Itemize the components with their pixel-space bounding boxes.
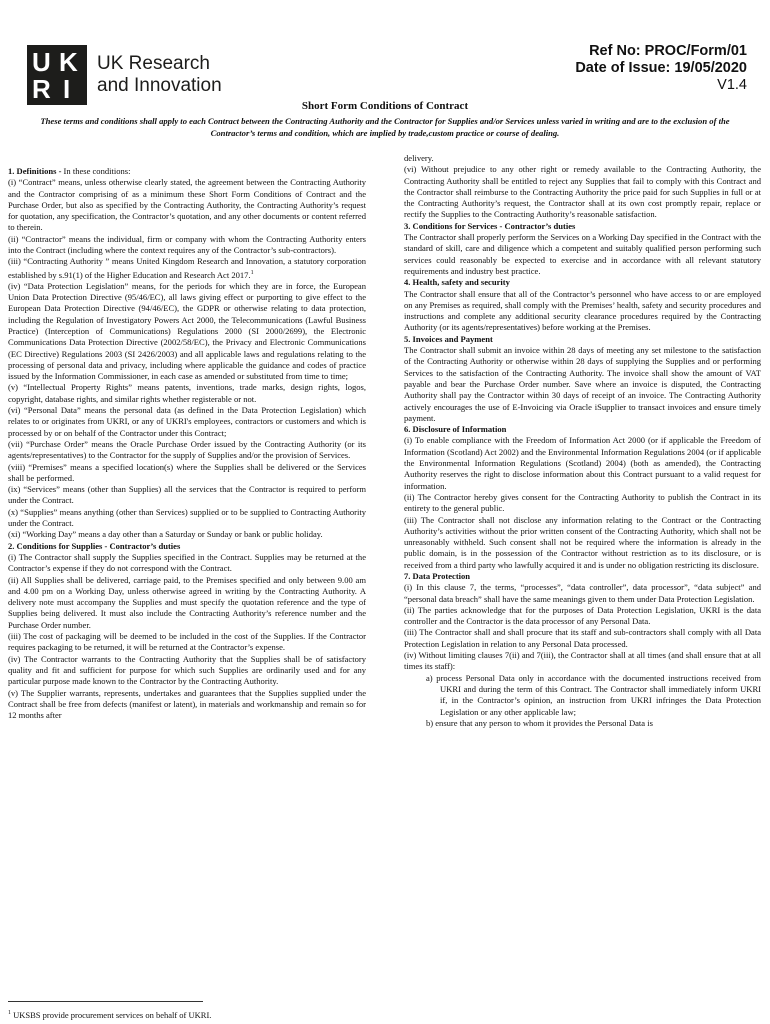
clause-text: (iii) The Contractor shall and shall procure that its staff and sub-contractors shall comply with all Data Protection Legislation in relation to any Personal Data processed. [404, 627, 761, 649]
clause-text: (ix) “Services” means (other than Supplies) all the services that the Contractor is required to perform under the Contract. [8, 484, 366, 506]
clause-text: (ii) The parties acknowledge that for the purposes of Data Protection Legislation, UKRI is the data controller and the Contractor is the data processor of any Personal Data. [404, 604, 761, 627]
clause-paragraph [8, 405, 366, 439]
clause-text: The Contractor shall submit an invoice within 28 days of meeting any set milestone to the satisfaction of the Contracting Authority or otherwise within 28 days of supplying the Supplies and or performing Services to the satisfaction of the Contracting Authority. The invoice shall show the amount of VAT payable and bear the Purchase Order number. Save where an invoice is disputed, the Contracting Authority shall pay the Contractor within 30 days of receipt of an invoice. The Contracting Authority actively encourages the use of E-Invoicing via Oracle iSupplier to transact invoices and ensure timely payment. [404, 345, 761, 423]
clause-paragraph [404, 492, 761, 515]
left-column [8, 166, 366, 721]
clause-paragraph [404, 673, 761, 718]
clause-paragraph [8, 529, 366, 540]
clause-paragraph [404, 515, 761, 571]
clause-text: (iv) “Data Protection Legislation” means, for the periods for which they are in force, the European Union Data Protection Directive (95/46/EC), all laws giving effect or purporting to give effect to the European Data Protection Directive (94/46/EC), the GDPR or otherwise relating to data protection, including the Regulation of Investigatory Powers Act 2000, the Telecommunications (Lawful Business Practice) (Interception of Communications) Regulations 2000 (SI 2000/2699), the Electronic Communications Data Protection Directive (2002/58/EC), the Privacy and Electronic Communications (EC Directive) Regulations 2003 (SI 2426/2003) and all applicable laws and regulations relating to the processing of personal data and privacy, including where applicable the guidance and codes of practice issued by the Information Commissioner, in each case as amended or substituted from time to time; [8, 280, 366, 382]
clause-paragraph [8, 166, 366, 177]
footnote-reference: 1 [250, 269, 254, 276]
logo-line-2: and Innovation [97, 75, 222, 96]
clause-text: a) process Personal Data only in accordance with the documented instructions received from UKRI and during the term of this Contract. The Contractor shall immediately inform UKRI if, in the Contractor’s opinion, an instruction from UKRI infringes the Data Protection Legislation or any other applicable law; [426, 672, 761, 717]
clause-heading: 4. Health, safety and security [404, 277, 510, 288]
clause-text: (i) To enable compliance with the Freedom of Information Act 2000 (or if applicable the Freedom of Information (Scotland) Act 2002) and the Environmental Information Regulations 2004 (or if applicable the Environmental Information Regulations (Scotland) 2004) (both as amended), the Contracting Authority reserves the right to disclose information about this Contract pursuant to a valid request for information. [404, 435, 761, 491]
clause-heading: 5. Invoices and Payment [404, 333, 493, 344]
clause-paragraph [8, 234, 366, 257]
clause-text: b) ensure that any person to whom it provides the Personal Data is [426, 717, 653, 728]
section-heading [404, 571, 761, 582]
clause-text: (vi) Without prejudice to any other right or remedy available to the Contracting Authority, the Contracting Authority shall be entitled to reject any Supplies that fail to comply with this Contract and the Contractor shall reimburse to the Contracting Authority the price paid for such Supplies in full or at the Contracting Authority’s request, the Contractor shall at its own cost promptly repair, replace or rectify the Supplies to the Contracting Authority’s reasonable satisfaction. [404, 164, 761, 220]
clause-text: (v) “Intellectual Property Rights” means patents, inventions, trade marks, design rights, logos, copyright, database rights, and similar rights whether registerable or not. [8, 382, 366, 404]
clause-text: (iii) “Contracting Authority ” means United Kingdom Research and Innovation, a statutory corporation established by s.91(1) of the Higher Education and Research Act 2017. [8, 256, 366, 280]
clause-heading: 3. Conditions for Services - Contractor’s duties [404, 220, 576, 231]
clause-paragraph [404, 582, 761, 605]
clause-paragraph [404, 289, 761, 334]
footnote-divider [8, 1001, 203, 1002]
clause-paragraph [404, 605, 761, 628]
clause-text: In these conditions: [61, 166, 131, 176]
clause-paragraph [404, 164, 761, 220]
clause-paragraph [404, 650, 761, 673]
clause-text: (i) “Contract” means, unless otherwise clearly stated, the agreement between the Contracting Authority and the Contractor comprising of as a minimum these Short Form Conditions of Contract and the Purchase Order, but also as specified by the Contracting Authority, the Contracting Authority’s request for quotation, any specification, the Contractor’s quotation, and any other documents or content referred to therein. [8, 177, 366, 233]
clause-heading: 1. Definitions - [8, 166, 62, 176]
clause-text: (i) In this clause 7, the terms, “processes”, “data controller”, data processor”, “data subject” and “personal data breach” shall have the same meanings given to them under Data Protection Legislation. [404, 582, 761, 604]
clause-text: The Contractor shall properly perform the Services on a Working Day specified in the Contract with the standard of skill, care and diligence which a competent and suitably qualified person performing such services could reasonably be expected to exercise and in accordance with all relevant statutory requirements and industry best practice. [404, 232, 761, 276]
clause-paragraph [404, 627, 761, 650]
ukri-logo [27, 45, 222, 105]
clause-text: (ii) All Supplies shall be delivered, carriage paid, to the Premises specified and only between 9.00 am and 4.00 pm on a Working Day, unless otherwise agreed in writing by the Contracting Authority. A delivery note must accompany the Supplies and must specify the quotation reference and the type of Supplies being delivered. It must also include the Contracting Authority’s reference number and the Purchase Order number. [8, 574, 366, 630]
clause-paragraph [404, 153, 761, 164]
clause-paragraph [404, 345, 761, 424]
clause-paragraph [8, 631, 366, 654]
clause-text: delivery. [404, 153, 434, 163]
section-heading [404, 424, 761, 435]
section-heading [404, 334, 761, 345]
logo-line-1: UK Research [97, 53, 210, 74]
document-title: Short Form Conditions of Contract [301, 100, 469, 112]
document-reference-block [575, 43, 747, 94]
clause-paragraph [404, 718, 761, 729]
clause-paragraph [8, 281, 366, 383]
clause-text: (x) “Supplies” means anything (other than Services) supplied or to be supplied to Contracting Authority under the Contract. [8, 506, 366, 529]
intro-paragraph: These terms and conditions shall apply to each Contract between the Contracting Authority and the Contractor for Supplies and/or Services unless varied in writing and are to the exclusion of the Contractor’s terms and condition, which are implied by trade,custom practice or course of dealing. [40, 116, 730, 138]
right-column [404, 153, 761, 729]
section-heading [8, 541, 366, 552]
footnote-mark: 1 [8, 1010, 11, 1017]
clause-paragraph [8, 439, 366, 462]
clause-paragraph [8, 507, 366, 530]
section-heading [404, 277, 761, 288]
clause-text: (vii) “Purchase Order” means the Oracle Purchase Order issued by the Contracting Authority (or its agents/representatives) to the Contractor for the supply of Supplies and/or the provision of Services. [8, 438, 366, 461]
clause-paragraph [8, 654, 366, 688]
clause-text: (ii) “Contractor” means the individual, firm or company with whom the Contracting Authority enters into the Contract (including where the context requires any of the Contractor’s sub-contractors). [8, 233, 366, 256]
clause-text: (vi) “Personal Data” means the personal data (as defined in the Data Protection Legislation) which relates to or originates from UKRI, or any of UKRI's employees, contractors or customers and which is processed by or on behalf of the Contractor under this Contract; [8, 405, 366, 438]
footnote-text: UKSBS provide procurement services on behalf of UKRI. [13, 1010, 212, 1020]
clause-paragraph [8, 575, 366, 631]
clause-paragraph [8, 484, 366, 507]
clause-paragraph [8, 177, 366, 233]
clause-paragraph [8, 256, 366, 280]
clause-heading: 2. Conditions for Supplies - Contractor’s duties [8, 540, 181, 551]
clause-text: (viii) “Premises” means a specified location(s) where the Supplies shall be delivered or the Services shall be performed. [8, 461, 366, 483]
section-heading [404, 221, 761, 232]
clause-text: (xi) “Working Day” means a day other than a Saturday or Sunday or bank or public holiday. [8, 529, 323, 540]
clause-paragraph [404, 232, 761, 277]
clause-paragraph [404, 435, 761, 491]
clause-paragraph [8, 688, 366, 722]
issue-date: Date of Issue: 19/05/2020 [575, 60, 747, 76]
clause-paragraph [8, 382, 366, 405]
clause-heading: 7. Data Protection [404, 570, 471, 581]
clause-text: (ii) The Contractor hereby gives consent for the Contracting Authority to publish the Contract in its entirety to the general public. [404, 491, 761, 514]
clause-text: (iv) The Contractor warrants to the Contracting Authority that the Supplies shall be of satisfactory quality and fit and sufficient for purpose for which such Supplies are ordinarily used and for any particular purpose made known to the Contractor by the Contracting Authority. [8, 653, 366, 687]
ref-number: Ref No: PROC/Form/01 [589, 43, 747, 59]
version: V1.4 [717, 77, 747, 93]
clause-text: (i) The Contractor shall supply the Supplies specified in the Contract. Supplies may be returned at the Contractor’s expense if they do not correspond with the Contract. [8, 551, 366, 574]
logo-wordmark [97, 53, 222, 97]
clause-text: The Contractor shall ensure that all of the Contractor’s personnel who have access to or are employed on any Premises as required, shall comply with the Premises’ health, safety and security procedures and instructions and complete any additional security clearance procedures required by the Contracting Authority (or its agents/representatives) before working at the Premises. [404, 288, 761, 333]
clause-paragraph [8, 552, 366, 575]
footnote [8, 1010, 211, 1020]
clause-text: (v) The Supplier warrants, represents, undertakes and guarantees that the Supplies supplied under the Contract shall be free from defects (manifest or latent), in materials and workmanship and remain so for 12 months after [8, 687, 366, 721]
clause-text: (iv) Without limiting clauses 7(ii) and 7(iii), the Contractor shall at all times (and shall ensure that at all times its staff): [404, 650, 761, 672]
ukri-logo-mark: U K R I [27, 45, 87, 105]
clause-text: (iii) The Contractor shall not disclose any information relating to the Contract or the Contracting Authority’s activities without the prior written consent of the Contracting Authority, which shall not be unreasonably withheld. Such consent shall not be required where the information is already in the public domain, is in the possession of the Contractor without restriction as to its disclosure, or is received from a third party who lawfully acquired it and is under no obligation restricting its disclosure. [404, 514, 761, 570]
clause-heading: 6. Disclosure of Information [404, 424, 507, 435]
clause-paragraph [8, 462, 366, 485]
clause-text: (iii) The cost of packaging will be deemed to be included in the cost of the Supplies. If the Contractor requires packaging to be returned, it will be returned at the Contractor’s expense. [8, 631, 366, 653]
